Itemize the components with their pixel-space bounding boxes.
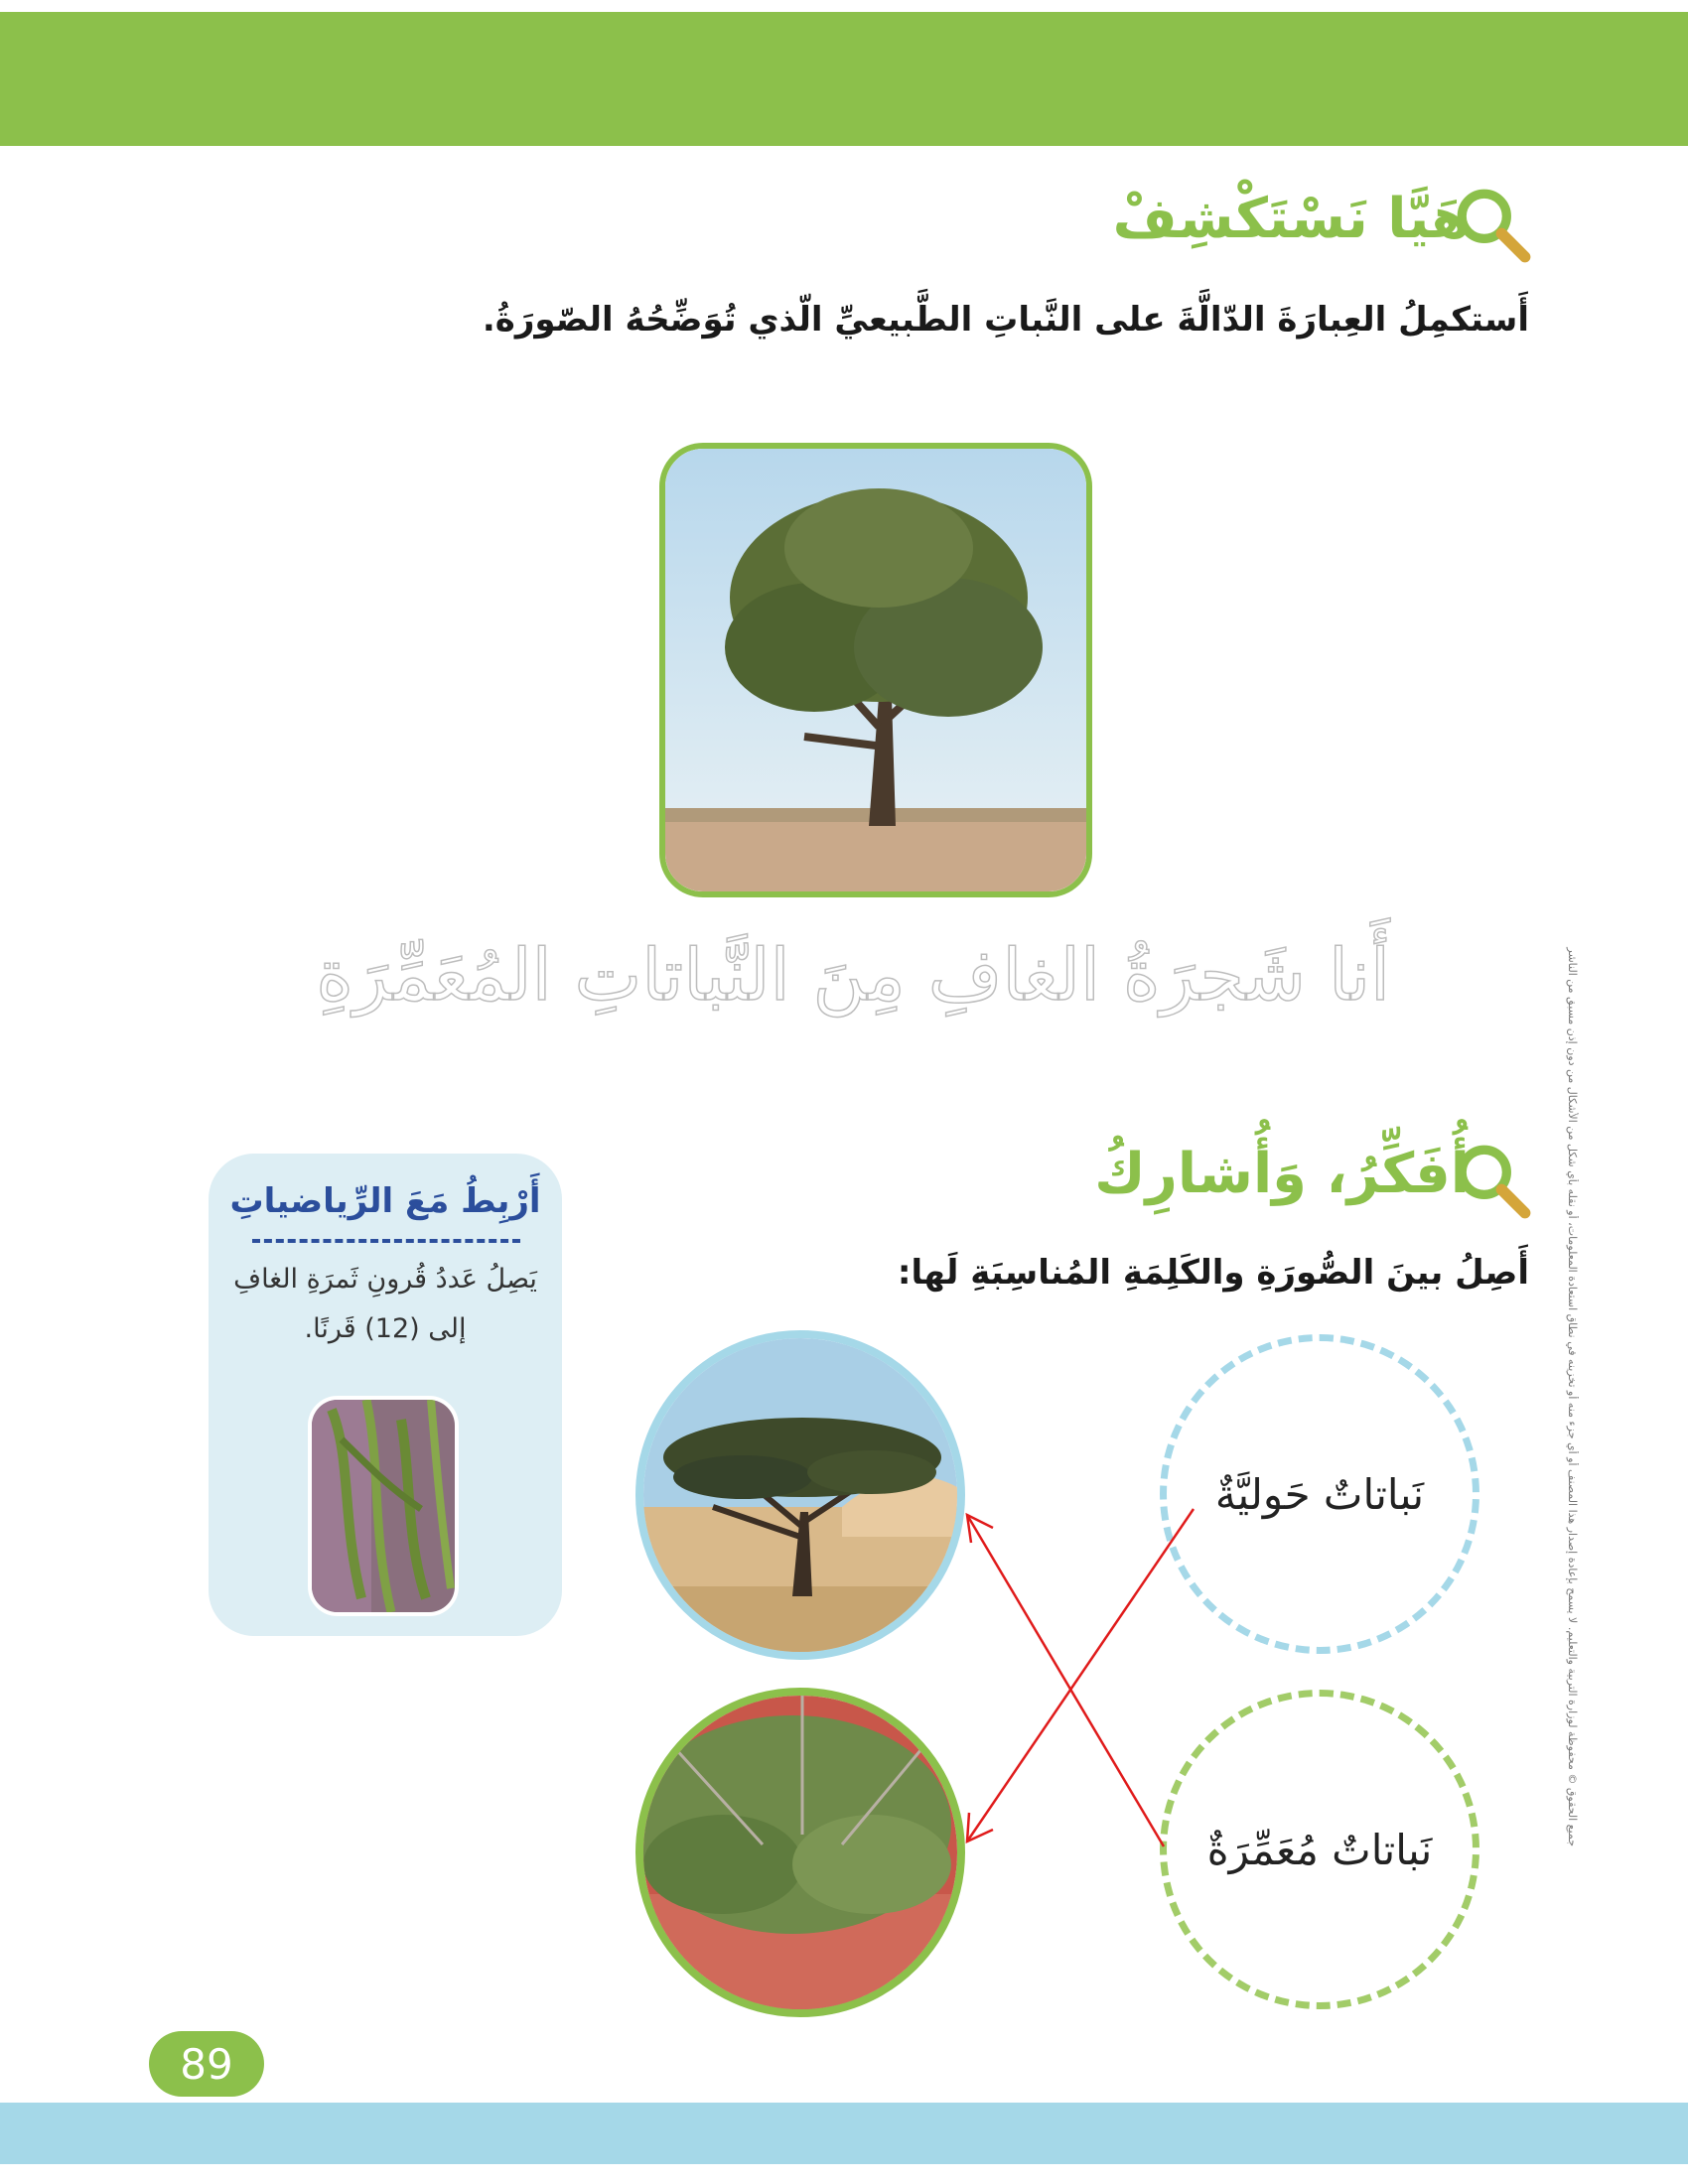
annual-plants-photo [635, 1688, 965, 2017]
word-perennial-plants: نَباتاتٌ مُعَمِّرَةٌ [1206, 1825, 1433, 1874]
ghaf-tree-photo [659, 443, 1092, 897]
trace-sentence: أَنا شَجرَةُ الغافِ مِنَ النَّباتاتِ المُعَمِّرَةِ [316, 933, 1390, 1017]
math-title-underline [252, 1239, 520, 1243]
bottom-footer-band [0, 2103, 1688, 2164]
section-heading-explore: هَيَّا نَسْتَكْشِفْ [1112, 187, 1470, 251]
arrow-annual-to-bottom-photo [967, 1509, 1194, 1842]
section-heading-think-share: أُفَكِّرُ، وَأُشارِكُ [1094, 1142, 1470, 1206]
page-number: 89 [149, 2031, 264, 2097]
math-link-text: يَصِلُ عَددُ قُرونِ ثَمرَةِ الغافِ إلى (12) قَرنًا. [233, 1264, 537, 1344]
instruction-complete-phrase: أَستكمِلُ العِبارَةَ الدّالَّةَ على النَّباتِ الطَّبيعيِّ الّذي تُوَضِّحُهُ الصّورَةُ. [482, 300, 1529, 340]
word-circle-annual[interactable] [1160, 1334, 1479, 1654]
math-link-title: أَرْبِطُ مَعَ الرِّياضياتِ [229, 1181, 541, 1221]
arrow-perennial-to-top-photo [967, 1515, 1164, 1846]
ghaf-pods-photo [308, 1396, 459, 1616]
instruction-match: أَصِلُ بينَ الصُّورَةِ والكَلِمَةِ المُناسِبَةِ لَها: [897, 1253, 1529, 1293]
top-header-band [0, 12, 1688, 146]
word-annual-plants: نَباتاتٌ حَوليَّةٌ [1214, 1469, 1425, 1519]
desert-tree-photo [635, 1330, 965, 1660]
arrowhead [967, 1515, 993, 1543]
math-link-card [209, 1154, 562, 1636]
copyright-side-note: جميع الحقوق © محفوظة لوزارة التربية والتعليم. لا يسمح بإعادة إصدار هذا المصنف أو أي جزء منه أو تخزينه في نطاق استعادة المعلومات، أو نقله بأي شكل من الأشكال من دون إذن مسبق من الناشر [1566, 947, 1579, 1846]
arrowhead [967, 1813, 993, 1842]
word-circle-perennial[interactable] [1160, 1690, 1479, 2009]
